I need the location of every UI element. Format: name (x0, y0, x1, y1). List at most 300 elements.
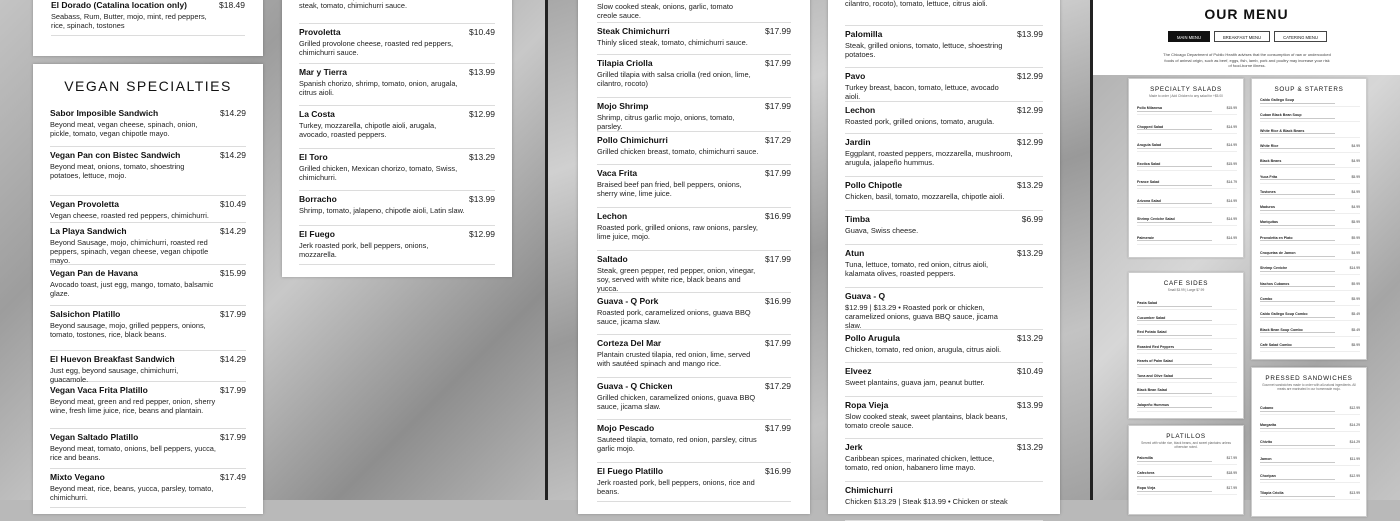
menu-card-top-right (282, 0, 512, 277)
mini-item-name: Combo (1260, 296, 1273, 301)
mini-menu-item (1137, 471, 1237, 480)
menu-item-price: $12.99 (469, 229, 495, 239)
mini-item-description-line (1260, 445, 1335, 446)
menu-item-price: $18.49 (219, 0, 245, 10)
menu-item (597, 58, 791, 98)
menu-item (845, 0, 1043, 26)
screenshot-panel-1 (0, 0, 545, 500)
menu-item-price: $10.49 (1017, 366, 1043, 376)
menu-item-price: $17.99 (765, 101, 791, 111)
mini-menu-item (1137, 316, 1237, 325)
menu-item-description: Eggplant, roasted peppers, mozzarella, mushroom, arugula, jalapeño hummus. (845, 149, 1013, 167)
mini-menu-item (1260, 328, 1360, 337)
salads-subtitle: Made to order | Add Chicken to any salad for +$5.00 (1149, 94, 1223, 98)
menu-item-name: Guava - Q Chicken (597, 381, 673, 391)
menu-item (845, 333, 1043, 363)
menu-item-description: Caribbean spices, marinated chicken, lettuce, tomato, red onion, habanero lime mayo. (845, 454, 995, 472)
tab-catering-menu[interactable]: CATERING MENU (1274, 31, 1327, 42)
menu-item-name: Mar y Tierra (299, 67, 348, 77)
tab-main-menu[interactable]: MAIN MENU (1168, 31, 1210, 42)
mini-menu-item (1137, 403, 1237, 412)
menu-item-price: $16.99 (765, 296, 791, 306)
menu-item-name: La Playa Sandwich (50, 226, 127, 236)
mini-menu-item (1260, 406, 1360, 415)
menu-tabs (1168, 31, 1327, 42)
mini-item-name: Cubano (1260, 406, 1274, 410)
menu-item (597, 296, 791, 335)
mini-item-description-line (1137, 129, 1212, 130)
mini-menu-item (1137, 106, 1237, 115)
mini-item-name: Roasted Red Peppers (1137, 344, 1175, 349)
mini-item-name: Choripan (1260, 474, 1276, 478)
mini-item-price: $9.99 (1351, 235, 1360, 240)
mini-item-price: $14.99 (1226, 124, 1237, 129)
menu-item (50, 150, 246, 196)
mini-item-description-line (1260, 179, 1335, 180)
menu-item-name: Saltado (597, 254, 628, 264)
menu-item-name: Elveez (845, 366, 872, 376)
mini-menu-item (1137, 180, 1237, 189)
menu-item-description: Steak, green pepper, red pepper, onion, vinegar, soy, served with white rice, black beans and yucca. (597, 266, 756, 293)
menu-item-name: Jerk (845, 442, 863, 452)
mini-item-description-line (1260, 164, 1335, 165)
mini-item-description-line (1137, 378, 1212, 379)
menu-item (597, 466, 791, 502)
mini-item-description-line (1137, 203, 1212, 204)
mini-menu-item (1260, 297, 1360, 306)
menu-item (845, 180, 1043, 211)
mini-item-name: Maduros (1260, 205, 1275, 210)
cafe-sides-card (1128, 272, 1244, 419)
mini-item-description-line (1260, 118, 1335, 119)
mini-item-description-line (1260, 411, 1335, 412)
mini-menu-item (1260, 175, 1360, 184)
menu-item-name: Mixto Vegano (50, 472, 105, 482)
mini-item-name: Arugula Salad (1137, 143, 1162, 147)
menu-item-description: Chicken, tomato, red onion, arugula, citrus aioli. (845, 345, 1002, 354)
menu-item-price: $17.99 (765, 254, 791, 264)
mini-item-description-line (1260, 347, 1335, 348)
mini-menu-item (1260, 236, 1360, 245)
mini-item-name: Mariquitas (1260, 220, 1278, 225)
menu-item-description: Vegan cheese, roasted red peppers, chimichurri. (50, 211, 209, 220)
mini-menu-item (1260, 282, 1360, 291)
menu-item-price: $14.29 (220, 108, 246, 118)
mini-item-price: $11.99 (1349, 457, 1360, 461)
mini-menu-item (1260, 159, 1360, 168)
menu-item-name: Atun (845, 248, 865, 258)
menu-item-description: $12.99 | $13.29 • Roasted pork or chicken, caramelized onions, guava BBQ sauce, jicama slaw. (845, 303, 998, 330)
mini-item-name: Black Bean Soup Combo (1260, 327, 1303, 332)
mini-item-name: Jalapeño Hummus (1137, 402, 1169, 407)
menu-item-description: Beyond meat, vegan cheese, spinach, onion, pickle, tomato, vegan chipotle mayo. (50, 120, 198, 138)
mini-menu-item (1137, 359, 1237, 368)
our-menu-title: OUR MENU (1204, 6, 1289, 22)
menu-item-name: Vegan Pan con Bistec Sandwich (50, 150, 181, 160)
menu-item-description: Sweet plantains, guava jam, peanut butter. (845, 378, 985, 387)
mini-item-price: $4.99 (1351, 251, 1360, 255)
menu-item-description: Beyond sausage, mojo, grilled peppers, onions, tomato, tostones, rice, black beans. (50, 321, 206, 339)
mini-item-name: Shrimp Ceviche (1260, 266, 1288, 271)
menu-item (845, 214, 1043, 245)
menu-item-price: $12.99 (1017, 71, 1043, 81)
menu-item-description: Seabass, Rum, Butter, mojo, mint, red peppers, rice, spinach, tostones (51, 12, 207, 30)
menu-item-name: Pavo (845, 71, 866, 81)
menu-item (597, 381, 791, 420)
mini-item-description-line (1260, 225, 1335, 226)
mini-menu-item (1137, 217, 1237, 226)
mini-menu-item (1260, 129, 1360, 138)
menu-item-price: $10.49 (469, 27, 495, 37)
mini-menu-item (1137, 125, 1237, 134)
menu-item-description: Beyond meat, onions, tomato, shoestring potatoes, lettuce, mojo. (50, 162, 185, 180)
menu-item (299, 27, 495, 64)
mini-item-description-line (1137, 148, 1212, 149)
mini-menu-item (1260, 474, 1360, 483)
menu-item (50, 199, 246, 223)
mini-menu-item (1137, 345, 1237, 354)
menu-card-top-left (33, 0, 263, 56)
menu-item (299, 194, 495, 226)
menu-item-description: steak, tomato, chimichurri sauce. (299, 1, 408, 10)
menu-item (597, 135, 791, 165)
mini-item-description-line (1260, 286, 1335, 287)
mini-menu-item (1260, 205, 1360, 214)
menu-item-name: El Huevon Breakfast Sandwich (50, 354, 175, 364)
menu-item-name: El Fuego Platillo (597, 466, 664, 476)
menu-item-description: Just egg, beyond sausage, chimichurri, guacamole. (50, 366, 179, 384)
mini-menu-item (1260, 491, 1360, 500)
menu-item-name: El Fuego (299, 229, 335, 239)
soups-title: SOUP & STARTERS (1274, 86, 1344, 93)
menu-item-price: $17.49 (220, 472, 246, 482)
mini-menu-item (1260, 266, 1360, 275)
menu-item-price: $17.99 (220, 309, 246, 319)
menu-item (597, 338, 791, 378)
menu-item-name: Steak Chimichurri (597, 26, 670, 36)
mini-item-description-line (1137, 306, 1212, 307)
mini-item-name: Pasta Salad (1137, 301, 1158, 305)
menu-item-price: $17.99 (220, 385, 246, 395)
menu-item-price: $13.29 (1017, 333, 1043, 343)
menu-item-name: Borracho (299, 194, 337, 204)
mini-menu-item (1137, 143, 1237, 152)
menu-item (50, 268, 246, 306)
menu-item (51, 0, 245, 36)
menu-overview-panel (1093, 0, 1400, 500)
mini-item-description-line (1260, 496, 1335, 497)
mini-item-price: $12.99 (1349, 474, 1360, 478)
menu-item-price: $17.99 (765, 58, 791, 68)
menu-item-name: Tilapia Criolla (597, 58, 653, 68)
menu-item-price: $17.99 (765, 423, 791, 433)
mini-item-name: Chopped Salad (1137, 124, 1164, 129)
menu-item-price: $14.29 (220, 226, 246, 236)
menu-item-description: Roasted pork, grilled onions, tomato, arugula. (845, 117, 995, 126)
menu-item (845, 137, 1043, 177)
sides-subtitle: Small $3.99 | Large $7.99 (1167, 288, 1205, 292)
mini-item-name: Yuca Frita (1260, 174, 1278, 179)
mini-item-description-line (1260, 271, 1335, 272)
mini-item-name: Black Beans (1260, 159, 1282, 164)
menu-item-description: Grilled chicken, Mexican chorizo, tomato, Swiss, chimichurri. (299, 164, 458, 182)
mini-item-description-line (1137, 349, 1212, 350)
menu-item (597, 423, 791, 463)
menu-item (597, 2, 791, 23)
mini-menu-item (1260, 251, 1360, 260)
mini-item-price: $5.49 (1351, 312, 1360, 317)
menu-item-description: Roasted pork, grilled onions, raw onions, parsley, lime juice, mojo. (597, 223, 758, 241)
mini-item-price: $14.99 (1226, 198, 1237, 203)
specialty-salads-card (1128, 78, 1244, 258)
menu-item-name: Pollo Arugula (845, 333, 900, 343)
mini-item-name: White Rice (1260, 143, 1279, 148)
mini-item-price: $14.29 (1349, 423, 1360, 427)
mini-menu-item (1137, 388, 1237, 397)
mini-item-description-line (1137, 491, 1212, 492)
menu-item-price: $10.49 (220, 199, 246, 209)
mini-item-name: Chivito (1260, 440, 1273, 444)
mini-item-description-line (1137, 185, 1212, 186)
menu-item-name: Mojo Shrimp (597, 101, 649, 111)
menu-item (50, 226, 246, 265)
mini-item-name: Red Potato Salad (1137, 330, 1167, 334)
menu-item-name: Ropa Vieja (845, 400, 889, 410)
mini-item-description-line (1137, 476, 1212, 477)
mini-item-description-line (1260, 462, 1335, 463)
mini-item-name: Cafechera (1137, 471, 1155, 475)
mini-item-price: $5.99 (1351, 174, 1360, 179)
mini-menu-item (1260, 190, 1360, 199)
menu-item-price: $13.99 (469, 194, 495, 204)
mini-item-price: $5.99 (1351, 342, 1360, 347)
mini-item-description-line (1137, 240, 1212, 241)
menu-item-price: $12.99 (1017, 105, 1043, 115)
menu-item-description: Sauteed tilapia, tomato, red onion, parsley, citrus garlic mojo. (597, 435, 757, 453)
menu-item (50, 354, 246, 382)
menu-item-price: $12.99 (1017, 137, 1043, 147)
menu-item (597, 101, 791, 132)
mini-item-description-line (1260, 301, 1335, 302)
menu-item-price: $15.99 (220, 268, 246, 278)
menu-item (845, 366, 1043, 397)
menu-item-description: Jerk roasted pork, bell peppers, onions, mozzarella. (299, 241, 429, 259)
menu-item (299, 229, 495, 265)
mini-item-price: $13.99 (1349, 491, 1360, 495)
mini-item-price: $12.99 (1349, 406, 1360, 410)
menu-item-description: Chicken $13.29 | Steak $13.99 • Chicken or steak (845, 497, 1008, 506)
mini-item-name: Palomilla (1137, 456, 1153, 460)
menu-item-description: Spanish chorizo, shrimp, tomato, onion, arugala, citrus aioli. (299, 79, 458, 97)
menu-item (845, 248, 1043, 288)
menu-item-price: $16.99 (765, 466, 791, 476)
menu-item (597, 211, 791, 251)
menu-item-name: Jardin (845, 137, 871, 147)
mini-item-price: $18.99 (1226, 471, 1237, 475)
menu-item-name: Chimichurri (845, 485, 893, 495)
menu-item (299, 152, 495, 191)
menu-item-price: $12.99 (469, 109, 495, 119)
mini-item-description-line (1137, 364, 1212, 365)
menu-item-description: Shrimp, tomato, jalapeno, chipotle aioli, Latin slaw. (299, 206, 465, 215)
mini-item-price: $4.99 (1351, 189, 1360, 194)
mini-item-price: $4.99 (1351, 143, 1360, 148)
menu-item-price: $13.29 (1017, 248, 1043, 258)
mini-item-name: Black Bean Salad (1137, 388, 1167, 392)
menu-item-name: Lechon (845, 105, 876, 115)
menu-item (50, 309, 246, 351)
mini-item-description-line (1260, 133, 1335, 134)
mini-item-price: $15.99 (1226, 106, 1237, 110)
menu-item-name: Guava - Q Pork (597, 296, 659, 306)
mini-menu-item (1137, 301, 1237, 310)
menu-item-description: Plantain crusted tilapia, red onion, lime, served with sautéed spinach and mango rice. (597, 350, 751, 368)
menu-item (597, 254, 791, 293)
menu-item (845, 400, 1043, 439)
mini-item-price: $5.99 (1351, 220, 1360, 225)
menu-item-description: Slow cooked steak, onions, garlic, tomato creole sauce. (597, 2, 733, 20)
platillos-title: PLATILLOS (1166, 433, 1206, 440)
platillos-mini-card (1128, 425, 1244, 515)
mini-item-name: Palmeraie (1137, 235, 1154, 240)
menu-item-name: Vaca Frita (597, 168, 638, 178)
menu-item (845, 71, 1043, 102)
mini-item-name: Tostones (1260, 189, 1276, 194)
menu-item-name: El Dorado (Catalina location only) (51, 0, 188, 10)
menu-item-name: La Costa (299, 109, 335, 119)
mini-item-price: $17.99 (1226, 456, 1237, 460)
pressed-subtitle: Gourmet sandwiches made to order with all-natural ingredients. All meats are marinated in our homemade mojo. (1262, 383, 1356, 391)
menu-item-name: Guava - Q (845, 291, 886, 301)
mini-item-price: $9.99 (1351, 281, 1360, 286)
mini-item-price: $14.79 (1226, 180, 1237, 184)
mini-menu-item (1260, 113, 1360, 122)
menu-item-description: Thinly sliced steak, tomato, chimichurri sauce. (597, 38, 748, 47)
mini-item-description-line (1260, 194, 1335, 195)
menu-item-name: Vegan Pan de Havana (50, 268, 138, 278)
sandwiches-card (828, 0, 1060, 514)
mini-menu-item (1137, 199, 1237, 208)
mini-item-price: $4.99 (1351, 205, 1360, 210)
mini-menu-item (1260, 423, 1360, 432)
menu-item-price: $17.99 (765, 26, 791, 36)
mini-item-description-line (1260, 103, 1335, 104)
mini-menu-item (1260, 98, 1360, 107)
mini-item-description-line (1137, 166, 1212, 167)
menu-item (597, 168, 791, 208)
menu-item-description: Avocado toast, just egg, mango, tomato, balsamic glaze. (50, 280, 214, 298)
menu-item-description: Shrimp, citrus garlic mojo, onions, tomato, parsley. (597, 113, 735, 131)
platillos-card (578, 0, 810, 514)
menu-item-name: Palomilla (845, 29, 883, 39)
mini-item-description-line (1137, 407, 1212, 408)
mini-item-description-line (1260, 210, 1335, 211)
menu-item-description: Slow cooked steak, sweet plantains, black beans, tomato creole sauce. (845, 412, 1008, 430)
mini-item-description-line (1260, 240, 1335, 241)
mini-item-description-line (1137, 222, 1212, 223)
menu-item-description: Tuna, lettuce, tomato, red onion, citrus aioli, kalamata olives, roasted peppers. (845, 260, 989, 278)
menu-item (299, 109, 495, 149)
menu-item-price: $13.29 (469, 152, 495, 162)
menu-item-name: Corteza Del Mar (597, 338, 662, 348)
mini-menu-item (1260, 457, 1360, 466)
pressed-title: PRESSED SANDWICHES (1265, 375, 1353, 382)
mini-item-name: Shrimp Ceviche Salad (1137, 217, 1175, 221)
menu-item-price: $13.99 (1017, 29, 1043, 39)
menu-item-name: Pollo Chipotle (845, 180, 903, 190)
tab-breakfast-menu[interactable]: BREAKFAST MENU (1214, 31, 1270, 42)
mini-item-name: Caldo Gallego Soup (1260, 98, 1295, 102)
menu-item (845, 291, 1043, 330)
menu-item (50, 432, 246, 469)
mini-item-name: Tuna and Olive Salad (1137, 373, 1174, 378)
menu-item (50, 108, 246, 147)
menu-item-name: Mojo Pescado (597, 423, 655, 433)
mini-item-description-line (1260, 479, 1335, 480)
mini-item-description-line (1137, 320, 1212, 321)
menu-item-price: $17.29 (765, 135, 791, 145)
food-safety-notice: The Chicago Department of Public Health advises that the consumption of raw or undercooked foods of animal origin, such as beef, eggs, fish, lamb, pork and poultry may increase your risk of food-borne illness. (1163, 52, 1331, 68)
menu-item-price: $14.29 (220, 354, 246, 364)
mini-item-description-line (1137, 111, 1212, 112)
mini-item-description-line (1137, 461, 1212, 462)
menu-item-description: Guava, Swiss cheese. (845, 226, 919, 235)
mini-item-description-line (1260, 148, 1335, 149)
mini-item-name: White Rice & Black Beans (1260, 128, 1305, 133)
mini-item-name: Arizona Salad (1137, 198, 1161, 203)
menu-item (845, 105, 1043, 134)
menu-item-description: Grilled tilapia with salsa criolla (red onion, lime, cilantro, rocoto) (597, 70, 751, 88)
salads-title: SPECIALTY SALADS (1150, 86, 1222, 93)
soup-starters-card (1251, 78, 1367, 360)
menu-item-price: $17.99 (765, 168, 791, 178)
menu-item-description: cilantro, rocoto), tomato, lettuce, citrus aioli. (845, 0, 988, 8)
mini-item-name: Provoletta en Plato (1260, 235, 1293, 240)
menu-item-price: $14.29 (220, 150, 246, 160)
menu-item-name: Lechon (597, 211, 628, 221)
menu-item-name: Vegan Provoletta (50, 199, 119, 209)
menu-item-price: $17.99 (765, 338, 791, 348)
menu-item-name: Sabor Imposible Sandwich (50, 108, 159, 118)
mini-item-name: Cucumber Salad (1137, 315, 1166, 320)
menu-item-description: Turkey breast, bacon, tomato, lettuce, avocado aioli. (845, 83, 999, 101)
menu-item (299, 67, 495, 106)
mini-item-name: Pollo Milanesa (1137, 106, 1162, 110)
menu-item-description: Braised beef pan fried, bell peppers, onions, sherry wine, lime juice. (597, 180, 742, 198)
mini-item-description-line (1260, 256, 1335, 257)
mini-menu-item (1260, 440, 1360, 449)
mini-item-name: Tilapia Criolla (1260, 491, 1284, 495)
menu-item-description: Grilled chicken, caramelized onions, guava BBQ sauce, jicama slaw. (597, 393, 756, 411)
mini-menu-item (1260, 220, 1360, 229)
mini-item-price: $14.99 (1226, 143, 1237, 147)
mini-menu-item (1260, 144, 1360, 153)
mini-item-name: Ropa Vieja (1137, 486, 1156, 490)
mini-item-name: Cuban Black Bean Soup (1260, 113, 1302, 118)
menu-item-description: Beyond meat, green and red pepper, onion, sherry wine, fresh lime juice, rice, beans and plantain. (50, 397, 216, 415)
menu-item-name: El Toro (299, 152, 328, 162)
menu-item-name: Vegan Saltado Platillo (50, 432, 139, 442)
menu-item-price: $16.99 (765, 211, 791, 221)
vegan-specialties-title: VEGAN SPECIALTIES (64, 78, 232, 94)
mini-menu-item (1137, 162, 1237, 171)
menu-item-description: Roasted pork, caramelized onions, guava BBQ sauce, jicama slaw. (597, 308, 751, 326)
menu-item (845, 29, 1043, 68)
mini-item-description-line (1260, 332, 1335, 333)
mini-item-price: $4.99 (1351, 159, 1360, 164)
mini-menu-item (1137, 236, 1237, 245)
mini-item-name: Caldo Gallego Soup Combo (1260, 312, 1308, 317)
